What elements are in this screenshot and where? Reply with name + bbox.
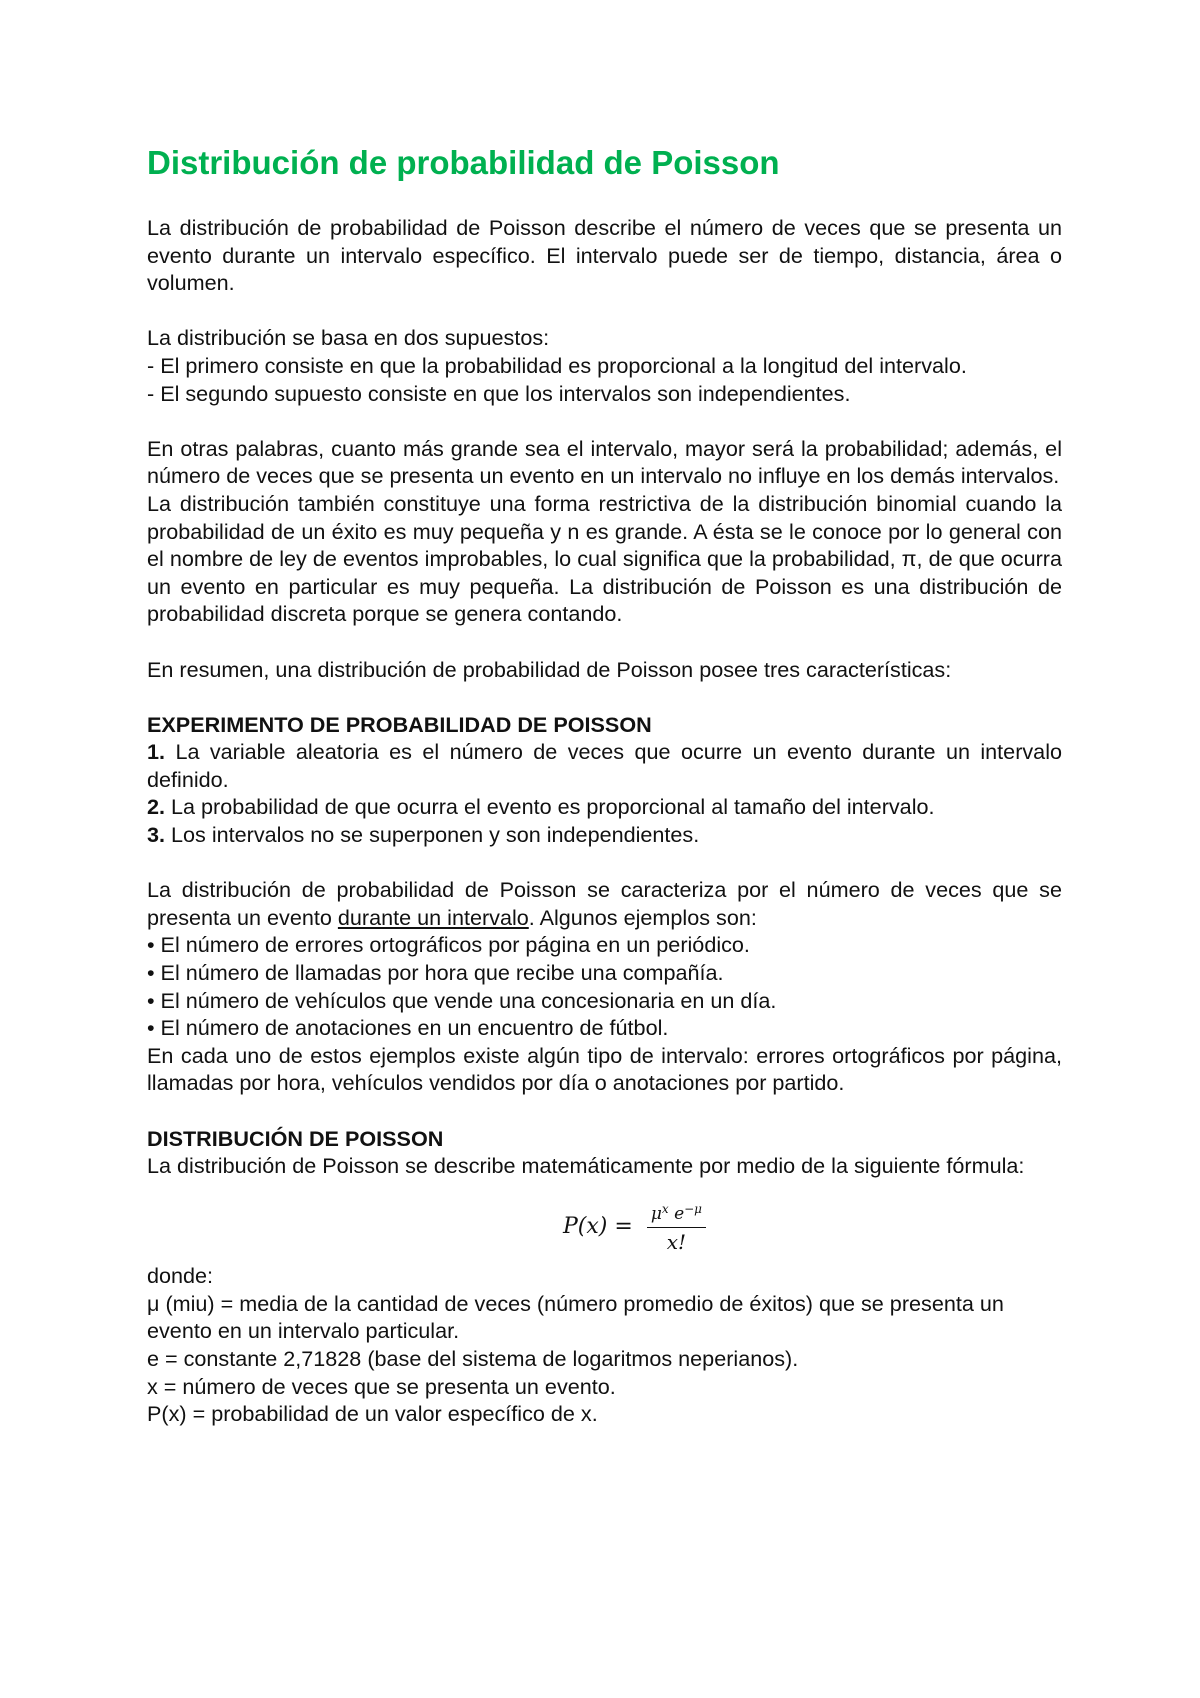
item-text: La variable aleatoria es el número de veces que ocurre un evento durante un intervalo definido. xyxy=(147,739,1062,792)
definition-item: x = número de veces que se presenta un evento. xyxy=(147,1373,616,1399)
characterization-text: . Algunos ejemplos son: xyxy=(528,904,757,930)
assumption-item: - El segundo supuesto consiste en que los intervalos son independientes. xyxy=(147,380,851,406)
formula-numerator xyxy=(647,1198,706,1227)
example-item: • El número de vehículos que vende una concesionaria en un día. xyxy=(147,987,777,1013)
characterization-paragraph xyxy=(147,876,1062,931)
example-item: • El número de errores ortográficos por página en un periódico. xyxy=(147,932,750,958)
examples-note: En cada uno de estos ejemplos existe algún tipo de intervalo: errores ortográficos por página, llamadas por hora, vehículos vendidos por día o anotaciones por partido. xyxy=(147,1042,1062,1096)
definition-item: P(x) = probabilidad de un valor específico de x. xyxy=(147,1401,598,1427)
explanation-paragraph: En otras palabras, cuanto más grande sea el intervalo, mayor será la probabilidad; además, el número de veces que se presenta un evento en un intervalo no influye en los demás intervalos. xyxy=(147,435,1062,489)
page-title: Distribución de probabilidad de Poisson xyxy=(147,144,780,181)
distribution-heading: DISTRIBUCIÓN DE POISSON xyxy=(147,1125,444,1151)
formula-denominator: x! xyxy=(666,1230,687,1255)
summary-paragraph: En resumen, una distribución de probabilidad de Poisson posee tres características: xyxy=(147,656,952,682)
example-item: • El número de llamadas por hora que recibe una compañía. xyxy=(147,960,724,986)
where-label: donde: xyxy=(147,1263,214,1289)
distribution-text: La distribución de Poisson se describe matemáticamente por medio de la siguiente fórmula: xyxy=(147,1153,1025,1179)
item-text: Los intervalos no se superponen y son independientes. xyxy=(171,822,700,848)
explanation-paragraph: La distribución también constituye una forma restrictiva de la distribución binomial cuando la probabilidad de un éxito es muy pequeña y n es grande. A ésta se le conoce por lo general con el nombre de ley de eventos improbables, lo cual significa que la probabilidad, π, de que ocurra un evento en particular es muy pequeña. La distribución de Poisson es una distribución de probabilidad discreta porque se genera contando. xyxy=(147,490,1062,627)
experiment-heading: EXPERIMENTO DE PROBABILIDAD DE POISSON xyxy=(147,711,652,737)
definition-item: e = constante 2,71828 (base del sistema de logaritmos neperianos). xyxy=(147,1346,799,1372)
exponent-x: x xyxy=(661,1201,669,1216)
mu-symbol: μ xyxy=(650,1203,662,1224)
underlined-phrase: durante un intervalo xyxy=(337,904,529,930)
poisson-formula xyxy=(207,1198,1062,1257)
item-number: 1. xyxy=(147,739,166,765)
assumption-item: - El primero consiste en que la probabilidad es proporcional a la longitud del intervalo. xyxy=(147,352,967,378)
formula-lhs: P(x) = xyxy=(563,1214,633,1240)
intro-paragraph: La distribución de probabilidad de Poisson describe el número de veces que se presenta un evento durante un intervalo específico. El intervalo puede ser de tiempo, distancia, área o volumen. xyxy=(147,215,1062,296)
item-number: 3. xyxy=(147,822,166,848)
document-page xyxy=(147,143,1062,1428)
experiment-item xyxy=(147,793,1062,821)
formula-fraction xyxy=(647,1198,706,1257)
item-text: La probabilidad de que ocurra el evento es proporcional al tamaño del intervalo. xyxy=(171,794,935,820)
assumptions-lead: La distribución se basa en dos supuestos: xyxy=(147,325,550,351)
example-item: • El número de anotaciones en un encuentro de fútbol. xyxy=(147,1015,669,1041)
e-symbol: e xyxy=(674,1203,685,1224)
experiment-item xyxy=(147,821,1062,849)
definition-item: μ (miu) = media de la cantidad de veces (número promedio de éxitos) que se presenta un evento en un intervalo particular. xyxy=(147,1290,1004,1344)
experiment-item xyxy=(147,738,1062,793)
characterization-text: La distribución de probabilidad de Poisson se caracteriza por el número de veces que se presenta un evento xyxy=(147,877,1062,930)
item-number: 2. xyxy=(147,794,166,820)
exponent-neg-mu: −μ xyxy=(684,1201,702,1216)
